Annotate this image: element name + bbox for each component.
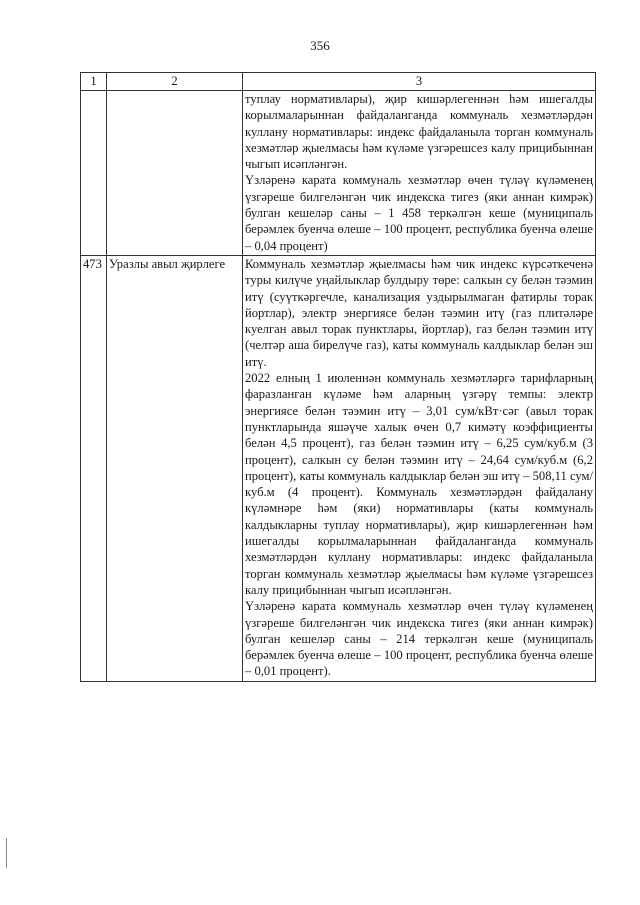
settlement-name-cell <box>107 91 243 256</box>
description-paragraph: Үзләренә карата коммуналь хезмәтләр өчен түләү күләменең үзгәреше билгеләнгән чик индекска тигез (яки аннан кимрәк) булган кешеләр саны – 1 458 теркәлгән кеше (муниципаль берәмлек буенча өлеше – 100 процент, республика буенча өлеше – 0,04 процент) <box>245 173 593 253</box>
row-number-cell: 473 <box>81 255 107 681</box>
description-paragraph: туплау нормативлары), җир кишәрлегеннән һәм ишегалды корылмаларыннан файдаланганда коммуналь хезмәтләрдән куллану нормативлары: индекс файдаланыла торган коммуналь хезмәтләр җыелмасы һәм күләме үзгәрешсез калу прицибыннан чыгып исәпләнгән. <box>245 92 593 172</box>
description-paragraph: Үзләренә карата коммуналь хезмәтләр өчен түләү күләменең үзгәреше билгеләнгән чик индекска тигез (яки аннан кимрәк) булган кешеләр саны – 214 теркәлгән кеше (муниципаль берәмлек буенча өлеше – 100 процент, республика буенча өлеше – 0,01 процент). <box>245 599 593 679</box>
column-header-1: 1 <box>81 73 107 91</box>
description-cell <box>243 91 596 256</box>
settlement-name-cell: Уразлы авыл җирлеге <box>107 255 243 681</box>
row-number-cell <box>81 91 107 256</box>
scan-edge-mark <box>6 838 7 868</box>
column-header-3: 3 <box>243 73 596 91</box>
column-header-2: 2 <box>107 73 243 91</box>
description-cell <box>243 255 596 681</box>
table-row <box>81 255 596 681</box>
description-paragraph: 2022 елның 1 июленнән коммуналь хезмәтләргә тарифларның фаразланган күләме һәм аларның үзгәрү темпы: электр энергиясе белән тәэмин итү – 3,01 сум/кВт·сәг (авыл торак пунктларында яшәүче халык өчен 0,7 кимәтү коэффициенты белән 4,5 процент), газ белән тәэмин итү – 6,25 сум/куб.м (3 процент), салкын су белән тәэмин итү – 24,64 сум/куб.м (6,2 процент), каты коммуналь калдыклар белән эш итү – 508,11 сум/куб.м (4 процент). Коммуналь хезмәтләрдән файдалану күләмнәре һәм (яки) нормативлары (каты коммуналь калдыкларны туплау нормативлары), җир кишәрлегеннән һәм ишегалды корылмаларыннан файдаланганда коммуналь хезмәтләрдән куллану нормативлары: индекс файдаланыла торган коммуналь хезмәтләр җыелмасы һәм күләме үзгәрешсез калу прицибыннан чыгып исәпләнгән. <box>245 371 593 597</box>
description-paragraph: Коммуналь хезмәтләр җыелмасы һәм чик индекс күрсәткеченә туры килүче уңайлыклар булдыру төре: салкын су белән тәэмин итү (суүткәргечле, канализация уздырылмаган фатирлы торак йортлар), электр энергиясе белән тәэмин итү (газ плитәләре куелган авыл торак пунктлары, йортлар), газ белән тәэмин итү (челтәр аша бирелүче газ), каты коммуналь калдыклар белән эш итү. <box>245 256 593 369</box>
table-row <box>81 91 596 256</box>
page-number: 356 <box>310 38 330 53</box>
municipal-utilities-table <box>80 72 596 682</box>
table-header-row <box>81 73 596 91</box>
